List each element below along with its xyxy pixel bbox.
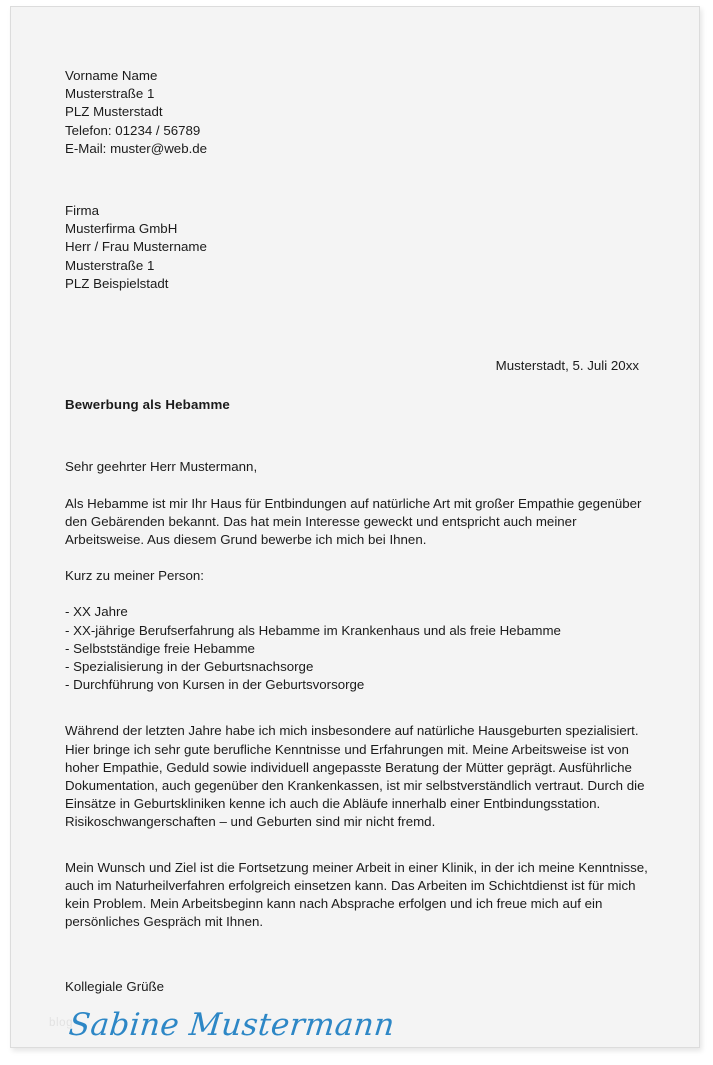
recipient-line: PLZ Beispielstadt bbox=[65, 275, 169, 291]
sender-line: Vorname Name bbox=[65, 68, 158, 83]
paragraph-experience: Während der letzten Jahre habe ich mich insbesondere auf natürliche Hausgeburten spezialisiert. Hier bringe ich sehr gute berufliche Kenntnisse und Erfahrungen mit. Meine Arbeitsweise ist von hoher Empathie, Geduld sowie individuell angepasste Beratung der Mütter geprägt. Ausführliche Dokumentation, auch gegenüber den Krankenkassen, ist mir selbstverständlich vertraut. Durch die Einsätze in Geburtskliniken kenne ich auch die Abläufe innerhalb einer Entbindungsstation. Risikoschwangerschaften – und Geburten sind mir nicht fremd. bbox=[65, 723, 645, 830]
spacer bbox=[65, 585, 649, 603]
sender-line: E-Mail: muster@web.de bbox=[65, 140, 208, 156]
spacer bbox=[65, 293, 649, 357]
spacer bbox=[65, 158, 649, 202]
spacer bbox=[65, 414, 649, 458]
list-item: - Selbstständige freie Hebamme bbox=[65, 640, 255, 656]
recipient-line: Musterstraße 1 bbox=[65, 257, 155, 273]
list-item: - Spezialisierung in der Geburtsnachsorge bbox=[65, 659, 314, 675]
qualification-list bbox=[65, 603, 649, 694]
recipient-line: Musterfirma GmbH bbox=[65, 221, 178, 237]
list-item: - XX-jährige Berufserfahrung als Hebamme im Krankenhaus und als freie Hebamme bbox=[65, 622, 561, 638]
signature: Sabine Mustermann bbox=[67, 1006, 397, 1043]
spacer bbox=[65, 832, 649, 859]
date-line: Musterstadt, 5. Juli 20xx bbox=[495, 358, 639, 374]
spacer bbox=[65, 932, 649, 978]
sender-line: Telefon: 01234 / 56789 bbox=[65, 122, 201, 138]
list-item: - XX Jahre bbox=[65, 604, 128, 620]
spacer bbox=[65, 549, 649, 567]
blog-watermark: blog bbox=[49, 1017, 74, 1029]
paragraph-intro: Als Hebamme ist mir Ihr Haus für Entbindungen auf natürliche Art mit großer Empathie gegenüber den Gebärenden bekannt. Das hat mein Interesse geweckt und entspricht auch meiner Arbeitsweise. Aus diesem Grund bewerbe ich mich bei Ihnen. bbox=[65, 495, 642, 548]
closing-line: Kollegiale Grüße bbox=[65, 978, 165, 994]
recipient-line: Herr / Frau Mustername bbox=[65, 239, 207, 255]
spacer bbox=[65, 375, 649, 396]
list-heading: Kurz zu meiner Person: bbox=[65, 568, 204, 584]
salutation: Sehr geehrter Herr Mustermann, bbox=[65, 459, 258, 475]
letter-content bbox=[65, 67, 649, 1044]
sender-line: PLZ Musterstadt bbox=[65, 104, 163, 120]
sender-line: Musterstraße 1 bbox=[65, 86, 155, 102]
spacer bbox=[65, 477, 649, 495]
letter-page bbox=[10, 6, 700, 1048]
subject-line: Bewerbung als Hebamme bbox=[65, 397, 230, 413]
list-item: - Durchführung von Kursen in der Geburtsvorsorge bbox=[65, 677, 365, 693]
recipient-line: Firma bbox=[65, 203, 99, 219]
recipient-address-block bbox=[65, 202, 649, 293]
spacer bbox=[65, 694, 649, 722]
paragraph-goal: Mein Wunsch und Ziel ist die Fortsetzung meiner Arbeit in einer Klinik, in der ich meine Kenntnisse, auch im Naturheilverfahren erfolgreich einsetzen kann. Das Arbeiten im Schichtdienst ist für mich kein Problem. Mein Arbeitsbeginn kann nach Absprache erfolgen und ich freue mich auf ein persönliches Gespräch mit Ihnen. bbox=[65, 859, 648, 930]
sender-address-block bbox=[65, 67, 649, 158]
